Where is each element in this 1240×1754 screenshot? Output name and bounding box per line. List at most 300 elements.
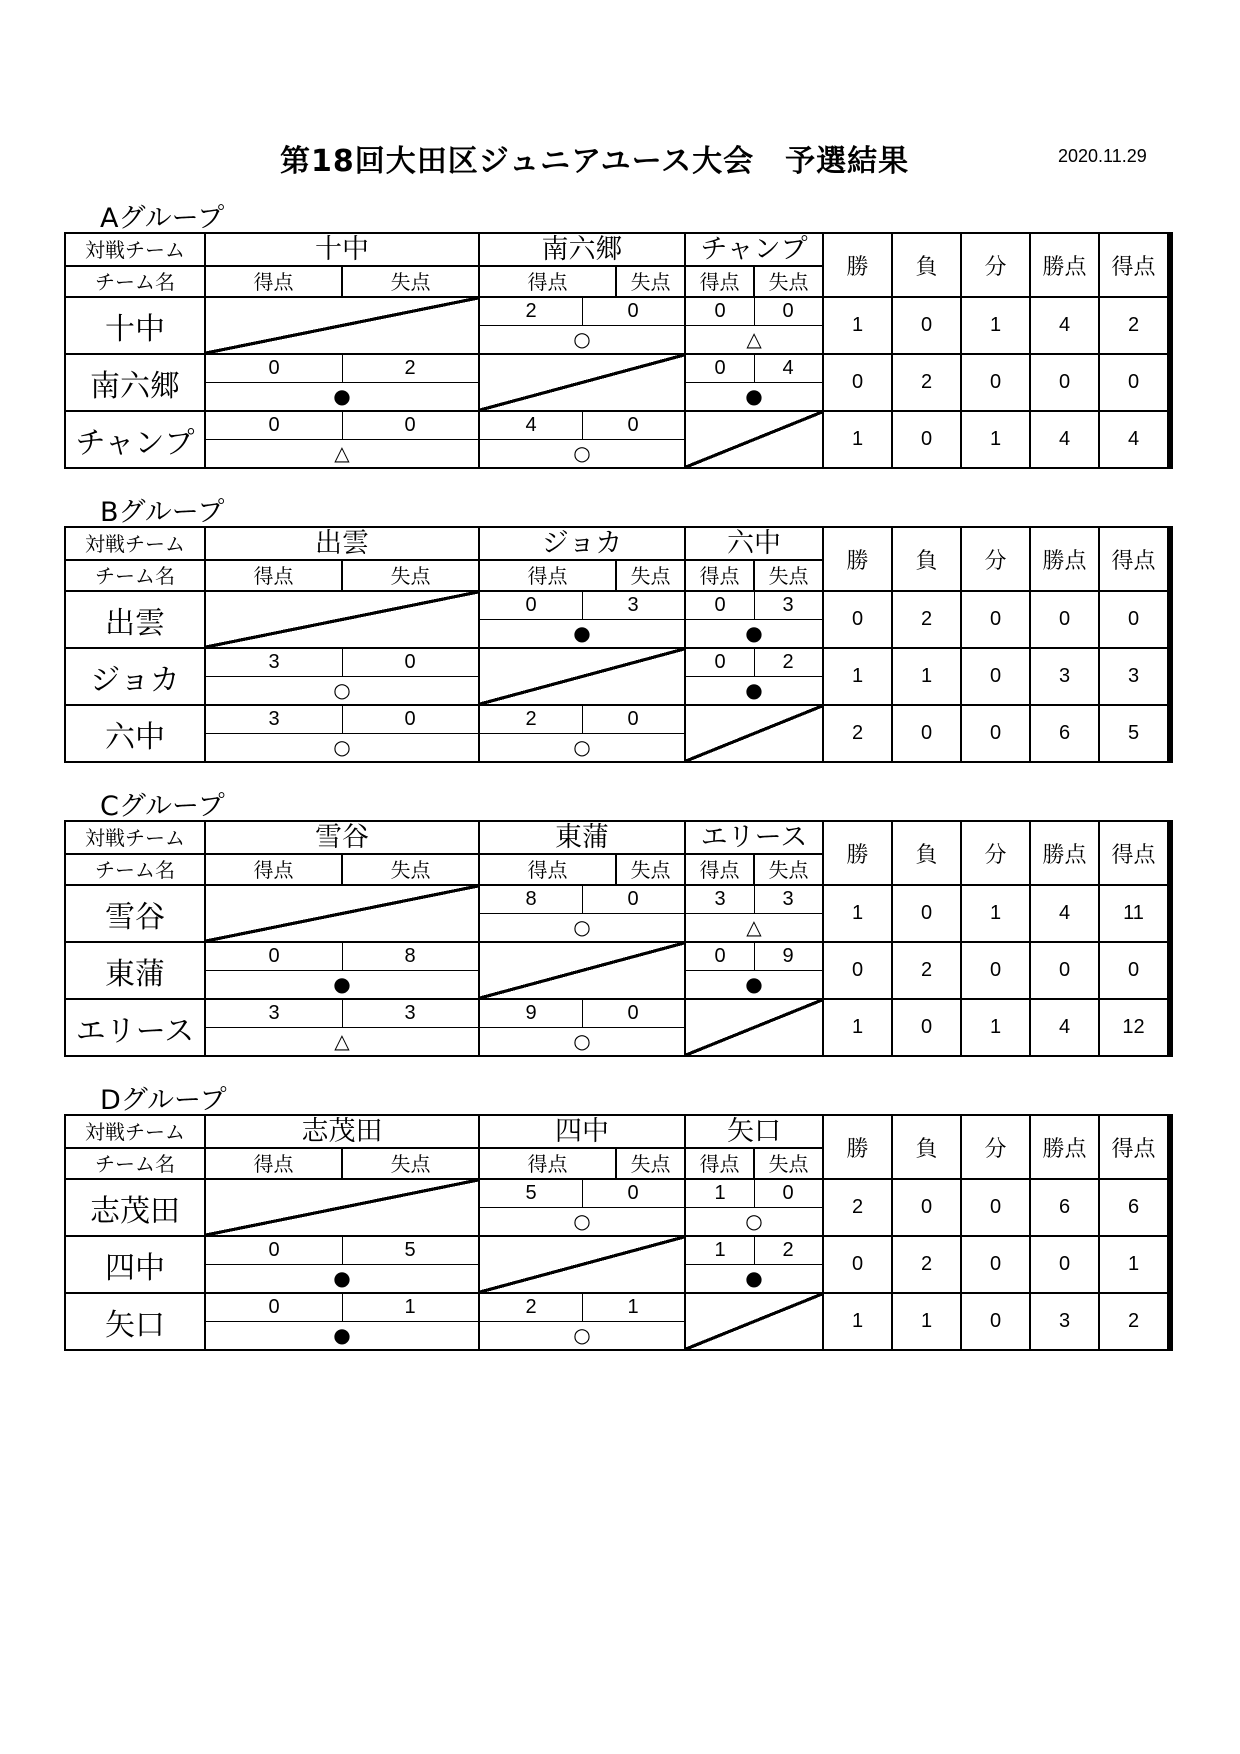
result-mark: ● <box>745 384 763 408</box>
stat-value: 12 <box>1099 999 1168 1056</box>
goals-against-value: 0 <box>627 708 639 730</box>
team-name: 出雲 <box>65 591 205 648</box>
goals-against-header: 失点 <box>754 266 823 297</box>
result-mark: ● <box>745 972 763 996</box>
report-date: 2020.11.29 <box>1058 146 1147 166</box>
stat-value: 2 <box>823 705 892 762</box>
stat-value: 2 <box>892 354 961 411</box>
result-mark: △ <box>746 915 762 939</box>
goals-against-header: 失点 <box>616 266 685 297</box>
stat-value: 0 <box>1099 591 1168 648</box>
stat-header: 得点 <box>1099 821 1168 885</box>
group-label: Bグループ <box>100 497 225 528</box>
group-table <box>64 232 1173 469</box>
header-team-label: チーム名 <box>65 854 205 885</box>
match-result-cell <box>205 705 479 762</box>
goals-against-value: 0 <box>782 1182 794 1204</box>
table-row <box>65 354 1172 411</box>
goals-for-value: 1 <box>714 1239 726 1261</box>
group-label: Dグループ <box>100 1085 227 1116</box>
self-match-cell <box>685 705 823 762</box>
stat-value: 0 <box>1030 1236 1099 1293</box>
header-team-label: チーム名 <box>65 560 205 591</box>
result-divider <box>206 1264 478 1265</box>
table-row <box>65 591 1172 648</box>
goals-against-value: 0 <box>404 651 416 673</box>
group-label: Aグループ <box>100 203 225 234</box>
score-divider <box>754 1180 755 1207</box>
team-name: ジョカ <box>65 648 205 705</box>
stat-value: 0 <box>892 999 961 1056</box>
result-divider <box>206 970 478 971</box>
goals-against-header: 失点 <box>342 854 479 885</box>
page-title: 第18回大田区ジュニアユース大会 予選結果 <box>280 144 910 179</box>
stat-header: 勝 <box>823 1115 892 1179</box>
stat-value: 1 <box>961 411 1030 468</box>
opponent-team-name: ジョカ <box>479 527 685 560</box>
score-divider <box>582 1294 583 1321</box>
stat-header: 分 <box>961 821 1030 885</box>
stat-value <box>1171 354 1172 411</box>
stat-value: 2 <box>892 942 961 999</box>
opponent-team-name: 東蒲 <box>479 821 685 854</box>
stat-value: 0 <box>961 591 1030 648</box>
team-name: 矢口 <box>65 1293 205 1350</box>
result-divider <box>206 382 478 383</box>
goals-for-header: 得点 <box>685 560 754 591</box>
goals-for-value: 2 <box>525 708 537 730</box>
stat-header: 得点 <box>1099 1115 1168 1179</box>
table-row <box>65 297 1172 354</box>
stat-value: 1 <box>823 411 892 468</box>
match-result-cell <box>685 354 823 411</box>
result-divider <box>480 913 684 914</box>
result-divider <box>480 439 684 440</box>
table-row <box>65 1179 1172 1236</box>
opponent-team-name: 雪谷 <box>205 821 479 854</box>
header-opponent-label: 対戦チーム <box>65 233 205 266</box>
stat-value <box>1171 1236 1172 1293</box>
result-mark: ○ <box>573 1209 591 1233</box>
team-name: 十中 <box>65 297 205 354</box>
match-result-cell <box>205 1293 479 1350</box>
goals-for-header: 得点 <box>205 1148 342 1179</box>
stat-value <box>1171 1293 1172 1350</box>
stat-header: 勝点 <box>1030 1115 1099 1179</box>
match-result-cell <box>479 705 685 762</box>
match-result-cell <box>479 1179 685 1236</box>
stat-value: 0 <box>961 1293 1030 1350</box>
match-result-cell <box>685 1179 823 1236</box>
goals-for-value: 2 <box>525 1296 537 1318</box>
table-row <box>65 648 1172 705</box>
goals-against-value: 3 <box>782 594 794 616</box>
match-result-cell <box>685 942 823 999</box>
self-match-cell <box>685 411 823 468</box>
match-result-cell <box>205 354 479 411</box>
opponent-team-name: 四中 <box>479 1115 685 1148</box>
self-match-cell <box>205 885 479 942</box>
header-team-label: チーム名 <box>65 266 205 297</box>
match-result-cell <box>479 885 685 942</box>
match-result-cell <box>479 411 685 468</box>
stat-value: 1 <box>823 999 892 1056</box>
header-team-label: チーム名 <box>65 1148 205 1179</box>
opponent-team-name: 南六郷 <box>479 233 685 266</box>
goals-against-value: 8 <box>404 945 416 967</box>
result-mark: ○ <box>573 327 591 351</box>
stat-value: 1 <box>823 885 892 942</box>
goals-for-value: 9 <box>525 1002 537 1024</box>
opponent-team-name: 出雲 <box>205 527 479 560</box>
score-divider <box>754 649 755 676</box>
stat-value: 1 <box>823 297 892 354</box>
stat-value: 1 <box>823 648 892 705</box>
stat-value: 4 <box>1030 411 1099 468</box>
stat-header: 負 <box>892 527 961 591</box>
result-divider <box>206 733 478 734</box>
goals-for-value: 0 <box>714 945 726 967</box>
score-divider <box>582 412 583 439</box>
stat-header: 分 <box>961 1115 1030 1179</box>
goals-against-value: 0 <box>627 414 639 436</box>
team-name: 雪谷 <box>65 885 205 942</box>
stat-value: 1 <box>961 885 1030 942</box>
stat-value: 0 <box>892 885 961 942</box>
stat-value: 6 <box>1030 705 1099 762</box>
stat-value: 4 <box>1030 297 1099 354</box>
match-result-cell <box>685 297 823 354</box>
result-mark: ○ <box>573 1029 591 1053</box>
stat-value: 0 <box>1030 591 1099 648</box>
stat-value: 0 <box>1030 942 1099 999</box>
goals-for-header: 得点 <box>479 854 616 885</box>
goals-for-header: 得点 <box>685 266 754 297</box>
result-divider <box>686 970 822 971</box>
result-mark: ● <box>333 1323 351 1347</box>
goals-against-value: 2 <box>782 651 794 673</box>
score-divider <box>582 706 583 733</box>
stat-value: 0 <box>892 1179 961 1236</box>
result-mark: ● <box>333 1266 351 1290</box>
result-mark: ● <box>745 1266 763 1290</box>
stat-value: 0 <box>823 1236 892 1293</box>
result-mark: ● <box>745 678 763 702</box>
team-name: 六中 <box>65 705 205 762</box>
goals-for-value: 0 <box>268 414 280 436</box>
goals-for-value: 0 <box>714 357 726 379</box>
self-match-cell <box>205 1179 479 1236</box>
table-row <box>65 885 1172 942</box>
stat-value <box>1171 885 1172 942</box>
stat-header: 分 <box>961 527 1030 591</box>
stat-value: 4 <box>1030 885 1099 942</box>
opponent-team-name: 矢口 <box>685 1115 823 1148</box>
self-match-cell <box>479 354 685 411</box>
stat-value: 2 <box>823 1179 892 1236</box>
score-divider <box>342 1237 343 1264</box>
result-divider <box>206 1027 478 1028</box>
self-match-cell <box>205 297 479 354</box>
opponent-team-name: 志茂田 <box>205 1115 479 1148</box>
table-row <box>65 705 1172 762</box>
goals-against-header: 失点 <box>754 854 823 885</box>
self-match-cell <box>479 648 685 705</box>
result-divider <box>686 382 822 383</box>
score-divider <box>342 355 343 382</box>
self-match-cell <box>685 1293 823 1350</box>
stat-header: 勝 <box>823 233 892 297</box>
match-result-cell <box>479 591 685 648</box>
goals-for-value: 0 <box>268 945 280 967</box>
goals-against-header: 失点 <box>342 1148 479 1179</box>
result-mark: ○ <box>333 678 351 702</box>
goals-against-value: 0 <box>627 300 639 322</box>
stat-header <box>1171 1115 1172 1179</box>
stat-value: 2 <box>892 1236 961 1293</box>
stat-value <box>1171 648 1172 705</box>
goals-against-value: 1 <box>627 1296 639 1318</box>
score-divider <box>342 1000 343 1027</box>
result-divider <box>480 1207 684 1208</box>
score-divider <box>754 355 755 382</box>
stat-header <box>1171 233 1172 297</box>
header-opponent-label: 対戦チーム <box>65 527 205 560</box>
header-opponent-label: 対戦チーム <box>65 1115 205 1148</box>
result-mark: ○ <box>573 735 591 759</box>
stat-value: 0 <box>823 942 892 999</box>
score-divider <box>342 943 343 970</box>
stat-value: 1 <box>823 1293 892 1350</box>
goals-for-value: 3 <box>268 708 280 730</box>
stat-value: 6 <box>1030 1179 1099 1236</box>
stat-value: 0 <box>961 648 1030 705</box>
goals-for-value: 3 <box>714 888 726 910</box>
goals-against-value: 5 <box>404 1239 416 1261</box>
stat-value: 0 <box>961 1179 1030 1236</box>
match-result-cell <box>479 297 685 354</box>
stat-value: 4 <box>1030 999 1099 1056</box>
goals-for-value: 0 <box>714 300 726 322</box>
stat-value <box>1171 297 1172 354</box>
goals-against-value: 2 <box>782 1239 794 1261</box>
goals-against-header: 失点 <box>342 266 479 297</box>
score-divider <box>754 592 755 619</box>
group-table <box>64 820 1173 1057</box>
goals-against-header: 失点 <box>616 1148 685 1179</box>
team-name: チャンプ <box>65 411 205 468</box>
goals-for-value: 3 <box>268 1002 280 1024</box>
result-mark: ○ <box>573 1323 591 1347</box>
goals-for-header: 得点 <box>205 266 342 297</box>
stat-value: 3 <box>1030 1293 1099 1350</box>
score-divider <box>582 1180 583 1207</box>
stat-value: 3 <box>1099 648 1168 705</box>
result-divider <box>480 619 684 620</box>
goals-against-value: 0 <box>627 1182 639 1204</box>
stat-value: 0 <box>1099 942 1168 999</box>
stat-value: 1 <box>961 999 1030 1056</box>
goals-for-value: 0 <box>268 357 280 379</box>
score-divider <box>582 1000 583 1027</box>
stat-value <box>1171 591 1172 648</box>
goals-for-value: 0 <box>268 1239 280 1261</box>
stat-value: 6 <box>1099 1179 1168 1236</box>
result-mark: ○ <box>745 1209 763 1233</box>
stat-value: 2 <box>1099 297 1168 354</box>
stat-value: 4 <box>1099 411 1168 468</box>
goals-for-value: 1 <box>714 1182 726 1204</box>
stat-value: 1 <box>892 1293 961 1350</box>
match-result-cell <box>479 999 685 1056</box>
match-result-cell <box>685 591 823 648</box>
stat-value <box>1171 411 1172 468</box>
result-divider <box>686 1207 822 1208</box>
goals-against-value: 0 <box>404 414 416 436</box>
team-name: 四中 <box>65 1236 205 1293</box>
result-mark: ○ <box>573 441 591 465</box>
score-divider <box>754 1237 755 1264</box>
goals-against-value: 0 <box>627 1002 639 1024</box>
match-result-cell <box>685 885 823 942</box>
result-divider <box>480 1027 684 1028</box>
stat-value <box>1171 999 1172 1056</box>
goals-for-value: 8 <box>525 888 537 910</box>
stat-header: 負 <box>892 821 961 885</box>
goals-against-header: 失点 <box>754 1148 823 1179</box>
stat-value: 0 <box>961 942 1030 999</box>
stat-header: 負 <box>892 1115 961 1179</box>
table-row <box>65 411 1172 468</box>
goals-against-value: 0 <box>627 888 639 910</box>
opponent-team-name: 六中 <box>685 527 823 560</box>
match-result-cell <box>479 1293 685 1350</box>
team-name: 東蒲 <box>65 942 205 999</box>
stat-value: 0 <box>961 354 1030 411</box>
score-divider <box>754 298 755 325</box>
stat-header: 勝 <box>823 821 892 885</box>
goals-against-value: 3 <box>627 594 639 616</box>
goals-against-value: 0 <box>782 300 794 322</box>
team-name: 志茂田 <box>65 1179 205 1236</box>
stat-value: 0 <box>892 297 961 354</box>
goals-for-header: 得点 <box>479 266 616 297</box>
goals-against-header: 失点 <box>616 854 685 885</box>
score-divider <box>342 649 343 676</box>
stat-value: 11 <box>1099 885 1168 942</box>
header-opponent-label: 対戦チーム <box>65 821 205 854</box>
goals-against-value: 9 <box>782 945 794 967</box>
result-divider <box>206 439 478 440</box>
result-mark: △ <box>746 327 762 351</box>
goals-against-value: 0 <box>404 708 416 730</box>
stat-value: 1 <box>1099 1236 1168 1293</box>
result-mark: ● <box>745 621 763 645</box>
goals-against-value: 4 <box>782 357 794 379</box>
match-result-cell <box>685 1236 823 1293</box>
result-divider <box>206 1321 478 1322</box>
stat-value: 2 <box>1099 1293 1168 1350</box>
stat-value: 2 <box>892 591 961 648</box>
goals-against-value: 3 <box>404 1002 416 1024</box>
table-row <box>65 999 1172 1056</box>
score-divider <box>582 886 583 913</box>
stat-header: 負 <box>892 233 961 297</box>
team-name: 南六郷 <box>65 354 205 411</box>
goals-for-header: 得点 <box>479 560 616 591</box>
stat-value: 1 <box>892 648 961 705</box>
goals-for-value: 2 <box>525 300 537 322</box>
stat-value: 0 <box>892 411 961 468</box>
result-mark: ● <box>573 621 591 645</box>
match-result-cell <box>685 648 823 705</box>
stat-value: 1 <box>961 297 1030 354</box>
goals-for-header: 得点 <box>479 1148 616 1179</box>
result-divider <box>686 676 822 677</box>
goals-for-value: 0 <box>714 594 726 616</box>
goals-against-header: 失点 <box>754 560 823 591</box>
group-table <box>64 1114 1173 1351</box>
stat-value <box>1171 1179 1172 1236</box>
score-divider <box>342 706 343 733</box>
goals-for-value: 0 <box>714 651 726 673</box>
score-divider <box>582 298 583 325</box>
goals-for-header: 得点 <box>685 854 754 885</box>
self-match-cell <box>479 1236 685 1293</box>
goals-for-value: 5 <box>525 1182 537 1204</box>
stat-value: 0 <box>961 1236 1030 1293</box>
stat-header: 勝点 <box>1030 821 1099 885</box>
team-name: エリース <box>65 999 205 1056</box>
stat-header: 分 <box>961 233 1030 297</box>
opponent-team-name: 十中 <box>205 233 479 266</box>
self-match-cell <box>685 999 823 1056</box>
match-result-cell <box>205 411 479 468</box>
score-divider <box>582 592 583 619</box>
self-match-cell <box>479 942 685 999</box>
stat-value: 0 <box>961 705 1030 762</box>
goals-for-value: 0 <box>268 1296 280 1318</box>
result-divider <box>686 325 822 326</box>
result-mark: ○ <box>333 735 351 759</box>
stat-header: 得点 <box>1099 527 1168 591</box>
table-row <box>65 942 1172 999</box>
result-divider <box>206 676 478 677</box>
result-mark: △ <box>334 441 350 465</box>
match-result-cell <box>205 648 479 705</box>
result-divider <box>686 1264 822 1265</box>
goals-for-header: 得点 <box>205 560 342 591</box>
goals-for-header: 得点 <box>205 854 342 885</box>
goals-for-value: 4 <box>525 414 537 436</box>
result-mark: ○ <box>573 915 591 939</box>
match-result-cell <box>205 942 479 999</box>
stat-value: 3 <box>1030 648 1099 705</box>
score-divider <box>754 886 755 913</box>
result-divider <box>480 1321 684 1322</box>
self-match-cell <box>205 591 479 648</box>
result-divider <box>686 619 822 620</box>
stat-value: 5 <box>1099 705 1168 762</box>
score-divider <box>754 943 755 970</box>
stat-value: 0 <box>823 591 892 648</box>
result-mark: △ <box>334 1029 350 1053</box>
stat-value: 0 <box>1030 354 1099 411</box>
score-divider <box>342 412 343 439</box>
goals-against-header: 失点 <box>616 560 685 591</box>
goals-against-header: 失点 <box>342 560 479 591</box>
stat-header: 勝点 <box>1030 527 1099 591</box>
